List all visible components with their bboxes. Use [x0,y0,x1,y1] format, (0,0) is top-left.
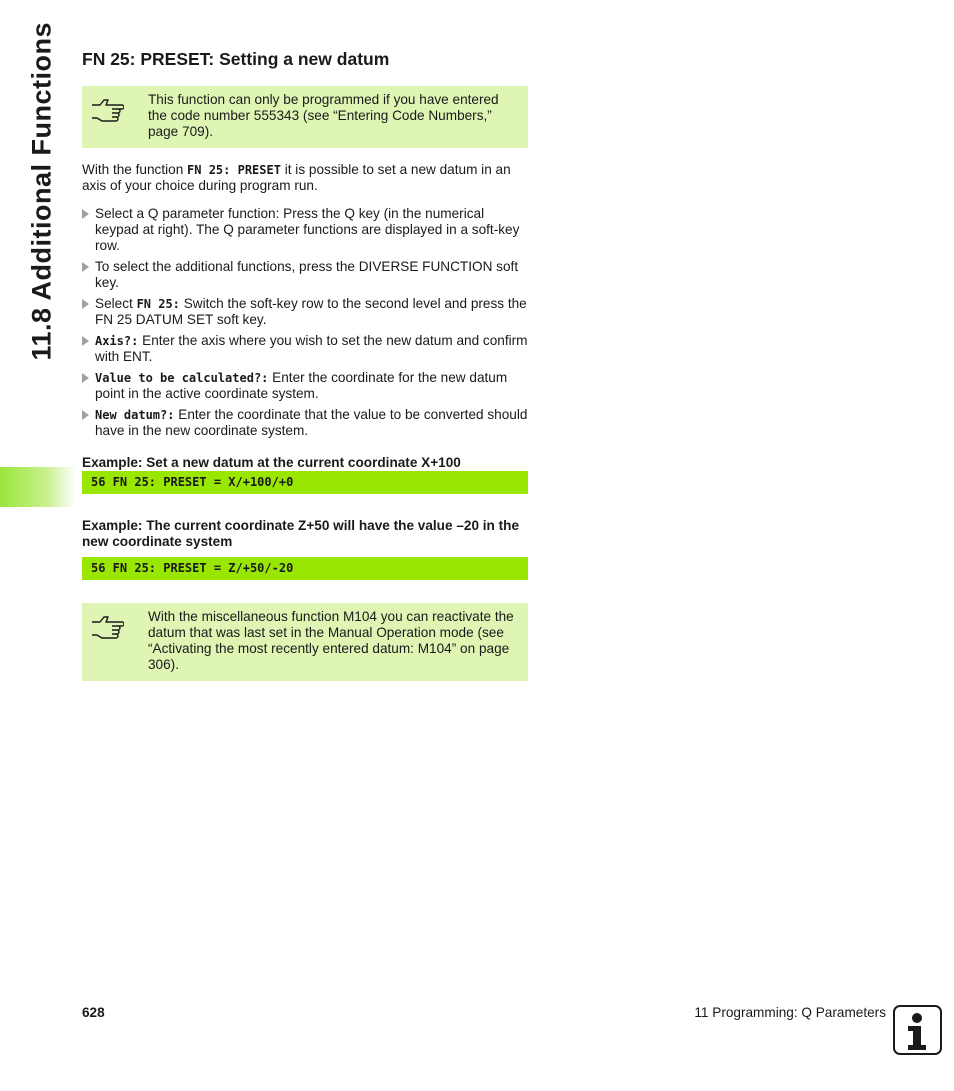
bullet-triangle-icon [82,373,89,383]
example2-title: Example: The current coordinate Z+50 will have the value –20 in the new coordinate system [82,518,520,549]
procedure-steps [82,206,528,439]
list-item: Select FN 25: Switch the soft-key row to the second level and press the FN 25 DATUM SET soft key. [82,296,528,328]
note-box-m104: With the miscellaneous function M104 you can reactivate the datum that was last set in the Manual Operation mode (see “Activating the most recently entered datum: M104” on page 306). [82,603,528,681]
list-item: To select the additional functions, press the DIVERSE FUNCTION soft key. [82,259,528,291]
example1-title: Example: Set a new datum at the current coordinate X+100 [82,455,461,470]
bullet-triangle-icon [82,299,89,309]
list-item: Value to be calculated?: Enter the coordinate for the new datum point in the active coordinate system. [82,370,528,402]
intro-paragraph: With the function FN 25: PRESET it is possible to set a new datum in an axis of your choice during program run. [82,162,511,193]
list-item: Axis?: Enter the axis where you wish to set the new datum and confirm with ENT. [82,333,528,365]
bullet-triangle-icon [82,336,89,346]
main-content [82,48,528,681]
note-box-code-number: This function can only be programmed if you have entered the code number 555343 (see “Entering Code Numbers,” page 709). [82,86,528,148]
page-number: 628 [82,1005,105,1020]
example2-code: 56 FN 25: PRESET = Z/+50/-20 [82,557,528,580]
example1-code: 56 FN 25: PRESET = X/+100/+0 [82,471,528,494]
section-heading: FN 25: PRESET: Setting a new datum [82,49,390,69]
chapter-tab-marker [0,467,76,507]
list-item: Select a Q parameter function: Press the Q key (in the numerical keypad at right). The Q parameter functions are displayed in a soft-key row. [82,206,528,254]
bullet-triangle-icon [82,410,89,420]
info-icon [893,1005,942,1055]
pointing-hand-icon [90,96,124,124]
pointing-hand-icon [90,613,124,641]
bullet-triangle-icon [82,209,89,219]
footer-chapter-title: 11 Programming: Q Parameters [694,1005,886,1020]
list-item: New datum?: Enter the coordinate that the value to be converted should have in the new coordinate system. [82,407,528,439]
bullet-triangle-icon [82,262,89,272]
chapter-side-title: 11.8 Additional Functions [26,21,57,361]
